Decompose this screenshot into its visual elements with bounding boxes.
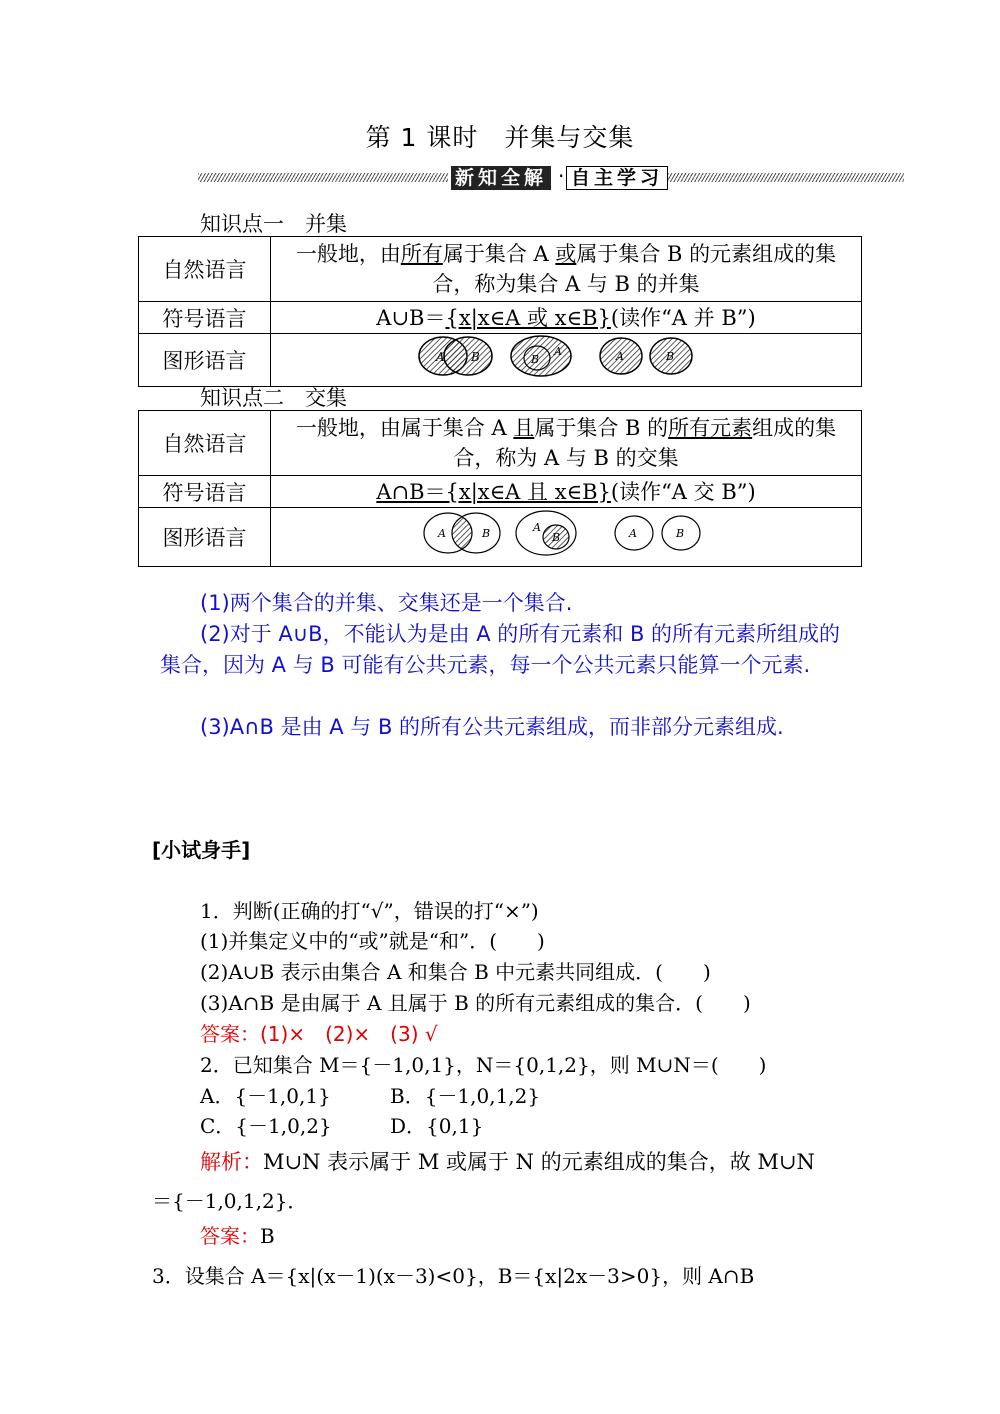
venn-label-b: B xyxy=(552,531,561,544)
q2-option-b: B．{－1,0,1,2} xyxy=(390,1084,541,1108)
answer-label: 答案： xyxy=(200,1022,260,1046)
note-text: (1)两个集合的并集、交集还是一个集合. xyxy=(200,591,573,615)
intersection-symbol-label: 符号语言 xyxy=(139,476,271,508)
q2-answer xyxy=(200,1221,275,1251)
venn-union-subset xyxy=(511,336,571,376)
text: A∪B＝ xyxy=(376,305,446,330)
venn-label-b: B xyxy=(482,527,491,540)
q1-stem: 1．判断(正确的打“√”，错误的打“×”) xyxy=(200,899,539,923)
intersection-venn-diagrams xyxy=(416,508,716,558)
venn-intersection-disjoint xyxy=(615,516,700,550)
union-natural-content xyxy=(271,237,862,302)
note-1 xyxy=(160,588,860,619)
q2-analysis xyxy=(200,1147,815,1177)
banner-hatch-left xyxy=(198,173,448,182)
venn-label-b: B xyxy=(531,353,540,366)
underlined-text: A∩B＝{x|x∈A 且 x∈B} xyxy=(376,479,611,504)
q1-answer xyxy=(200,1019,438,1049)
venn-label-a: A xyxy=(616,350,624,363)
banner-label-left: 新知全解 xyxy=(451,166,551,190)
banner-dot: · xyxy=(558,164,565,188)
venn-intersection-subset xyxy=(516,511,576,555)
venn-label-a: A xyxy=(438,527,446,540)
union-venn-diagrams xyxy=(416,334,716,378)
venn-intersection-overlap xyxy=(424,513,500,553)
analysis-text: M∪N 表示属于 M 或属于 N 的元素组成的集合，故 M∪N xyxy=(263,1150,815,1174)
venn-union-disjoint xyxy=(600,338,692,374)
q2-stem: 2．已知集合 M＝{－1,0,1}，N＝{0,1,2}，则 M∪N＝( ) xyxy=(200,1053,767,1077)
intersection-symbol-content xyxy=(271,476,862,508)
intersection-graph-content xyxy=(271,508,862,567)
text: 属于集合 A xyxy=(442,242,556,266)
union-row-natural xyxy=(139,237,862,302)
answer-value: B xyxy=(260,1224,275,1248)
venn-label-a: A xyxy=(533,521,541,534)
text: 属于集合 B 的 xyxy=(534,416,669,440)
analysis-label: 解析： xyxy=(200,1150,263,1174)
intersection-row-graph xyxy=(139,508,862,567)
answer-label: 答案： xyxy=(200,1224,260,1248)
venn-label-a: A xyxy=(436,350,445,364)
union-symbol-label: 符号语言 xyxy=(139,302,271,334)
q1-item-1: (1)并集定义中的“或”就是“和”．( ) xyxy=(200,929,545,953)
banner-label-right: 自主学习 xyxy=(566,166,668,190)
page-title: 第 1 课时 并集与交集 xyxy=(365,123,635,152)
underlined-text: 所有元素 xyxy=(668,416,753,440)
q2-option-c: C．{－1,0,2} xyxy=(200,1114,332,1138)
q2-option-a: A．{－1,0,1} xyxy=(200,1084,331,1108)
intersection-row-symbol xyxy=(139,476,862,508)
union-row-graph xyxy=(139,334,862,387)
venn-label-b: B xyxy=(676,527,685,540)
venn-label-b: B xyxy=(471,350,480,364)
underlined-text: 所有 xyxy=(400,242,443,266)
underlined-text: {x|x∈A 或 x∈B} xyxy=(445,305,611,330)
q2-option-d: D．{0,1} xyxy=(390,1114,484,1138)
note-2: (2)对于 A∪B，不能认为是由 A 的所有元素和 B 的所有元素所组成的集合，因为 A 与 B 可能有公共元素，每一个公共元素只能算一个元素. xyxy=(160,622,841,677)
q3-stem: 3．设集合 A＝{x|(x－1)(x－3)<0}，B＝{x|2x－3>0}，则 A∩B xyxy=(152,1264,755,1288)
union-symbol-content xyxy=(271,302,862,334)
section-banner xyxy=(198,164,904,194)
text: 属于集合 B 的元素组成的集合，称为集合 A 与 B 的并集 xyxy=(432,242,837,296)
q1-item-2: (2)A∪B 表示由集合 A 和集合 B 中元素共同组成．( ) xyxy=(200,960,711,984)
venn-label-b: B xyxy=(666,350,675,363)
text: (读作“A 交 B”) xyxy=(610,479,756,504)
text: 一般地，由 xyxy=(295,242,401,266)
venn-label-a: A xyxy=(629,527,637,540)
union-natural-label: 自然语言 xyxy=(139,237,271,302)
intersection-natural-content xyxy=(271,411,862,476)
banner-hatch-right xyxy=(668,173,904,182)
union-heading: 知识点一 并集 xyxy=(200,212,347,236)
intersection-graph-label: 图形语言 xyxy=(139,508,271,567)
practice-heading: [小试身手] xyxy=(152,838,251,862)
intersection-row-natural xyxy=(139,411,862,476)
q1-item-3: (3)A∩B 是由属于 A 且属于 B 的所有元素组成的集合．( ) xyxy=(200,991,751,1015)
venn-union-overlap xyxy=(419,337,492,375)
answer-value: (1)× (2)× (3) √ xyxy=(260,1022,438,1046)
union-row-symbol xyxy=(139,302,862,334)
union-table xyxy=(138,236,862,387)
q2-analysis-continued: ＝{－1,0,1,2}． xyxy=(152,1189,308,1213)
venn-label-a: A xyxy=(554,345,562,358)
note-text: (3)A∩B 是由 A 与 B 的所有公共元素组成，而非部分元素组成. xyxy=(200,715,784,739)
intersection-heading: 知识点二 交集 xyxy=(200,386,347,410)
text: 一般地，由属于集合 A xyxy=(295,416,514,440)
underlined-text: 且 xyxy=(513,416,535,440)
underlined-text: 或 xyxy=(555,242,577,266)
intersection-natural-label: 自然语言 xyxy=(139,411,271,476)
intersection-table xyxy=(138,410,862,567)
text: (读作“A 并 B”) xyxy=(610,305,756,330)
union-graph-label: 图形语言 xyxy=(139,334,271,387)
note-3 xyxy=(160,712,860,743)
union-graph-content xyxy=(271,334,862,387)
text: 组成的集合，称为 A 与 B 的交集 xyxy=(453,416,837,470)
